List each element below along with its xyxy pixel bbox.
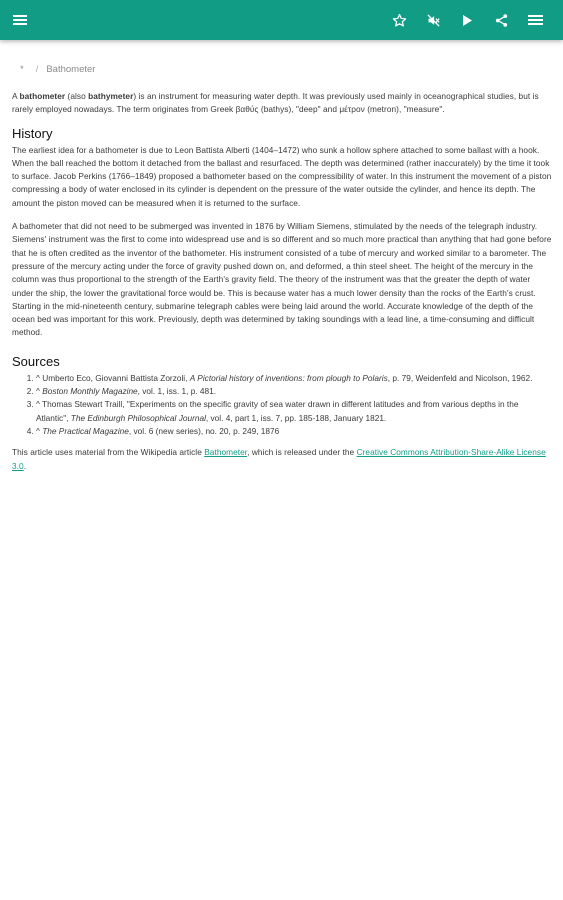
article-content bbox=[12, 60, 552, 473]
source-item: 2. ^ Boston Monthly Magazine, vol. 1, iss. 1, p. 481. bbox=[36, 385, 552, 398]
license-notice: This article uses material from the Wikipedia article Bathometer, which is released under the Creative Commons Attribution-Share-Alike License 3.0. bbox=[12, 447, 546, 471]
share-icon bbox=[494, 13, 509, 28]
breadcrumb-home[interactable]: * bbox=[20, 63, 24, 75]
source-item: 1. ^ Umberto Eco, Giovanni Battista Zorzoli, A Pictorial history of inventions: from plough to Polaris, p. 79, Weidenfeld and Nicolson, 1962. bbox=[36, 372, 552, 385]
intro-paragraph: A bathometer (also bathymeter) is an instrument for measuring water depth. It was previously used mainly in oceanographical studies, but is rarely employed nowadays. The term originates from Greek βαθύς (bathys), "deep" and μέτρον (metron), "measure". bbox=[12, 91, 539, 115]
menu-button[interactable] bbox=[3, 0, 37, 40]
source-item: 3. ^ Thomas Stewart Traill, "Experiments on the specific gravity of sea water drawn in different latitudes and from various depths in the Atlantic", The Edinburgh Philosophical Journal, vol. 4, part 1, iss. 7, pp. 185-188, January 1821. bbox=[36, 398, 552, 425]
breadcrumb bbox=[12, 60, 552, 78]
history-paragraph-2: A bathometer that did not need to be submerged was invented in 1876 by William Siemens, stimulated by the needs of the telegraph industry. Siemens' instrument was the first to come into widespread use and is so different and so much more practical than anything that had gone before that he is often credited as the inventor of the bathometer. His instrument consisted of a tube of mercury and worked similar to a barometer. The pressure of the mercury acting under the force of gravity pushed down on, and deformed, a thin steel sheet. The height of the mercury in the column was thus proportional to the strength of the Earth's gravity field. The theory of the instrument was that the greater the depth of water under the ship, the lower the gravitational force would be. This is because water has a much lower density than the rocks of the Earth's crust. Starting in the mid-nineteenth century, submarine telegraph cables were being laid around the world. Accurate knowledge of the depth of the ocean bed was important for this work. Previously, depth was determined by taking soundings with a lead line, a time-consuming and difficult method. bbox=[12, 221, 552, 338]
list-icon bbox=[528, 14, 543, 26]
share-button[interactable] bbox=[484, 0, 518, 40]
app-bar bbox=[0, 0, 563, 40]
star-icon bbox=[392, 13, 407, 28]
source-item: 4. ^ The Practical Magazine, vol. 6 (new series), no. 20, p. 249, 1876 bbox=[36, 425, 552, 438]
mute-icon bbox=[426, 13, 441, 28]
sources-heading: Sources bbox=[12, 353, 60, 369]
license-link[interactable]: Creative Commons Attribution-Share-Alike License 3.0 bbox=[12, 447, 546, 471]
mute-button[interactable] bbox=[416, 0, 450, 40]
contents-button[interactable] bbox=[518, 0, 552, 40]
breadcrumb-current: Bathometer bbox=[46, 63, 96, 75]
history-paragraph-1: The earliest idea for a bathometer is due to Leon Battista Alberti (1404–1472) who sunk a hollow sphere attached to some ballast with a hook. When the ball reached the bottom it detached from the ballast and resurfaced. The depth was determined (rather inaccurately) by the time it took to surface. Jacob Perkins (1766–1849) proposed a bathometer based on the compressibility of water. In this instrument the movement of a piston compressing a body of water enclosed in its cylinder is dependent on the pressure of the water outside the cylinder, and hence its depth. The amount the piston moved can be measured when it is returned to the surface. bbox=[12, 144, 552, 208]
term-bathometer: bathometer bbox=[19, 91, 66, 101]
favorite-button[interactable] bbox=[382, 0, 416, 40]
play-icon bbox=[461, 14, 473, 27]
play-button[interactable] bbox=[450, 0, 484, 40]
history-heading: History bbox=[12, 125, 53, 141]
breadcrumb-separator: / bbox=[35, 63, 39, 75]
term-bathymeter: bathymeter bbox=[88, 91, 134, 101]
sources-list bbox=[12, 372, 552, 438]
menu-icon bbox=[13, 14, 27, 26]
wikipedia-article-link[interactable]: Bathometer bbox=[204, 447, 248, 458]
